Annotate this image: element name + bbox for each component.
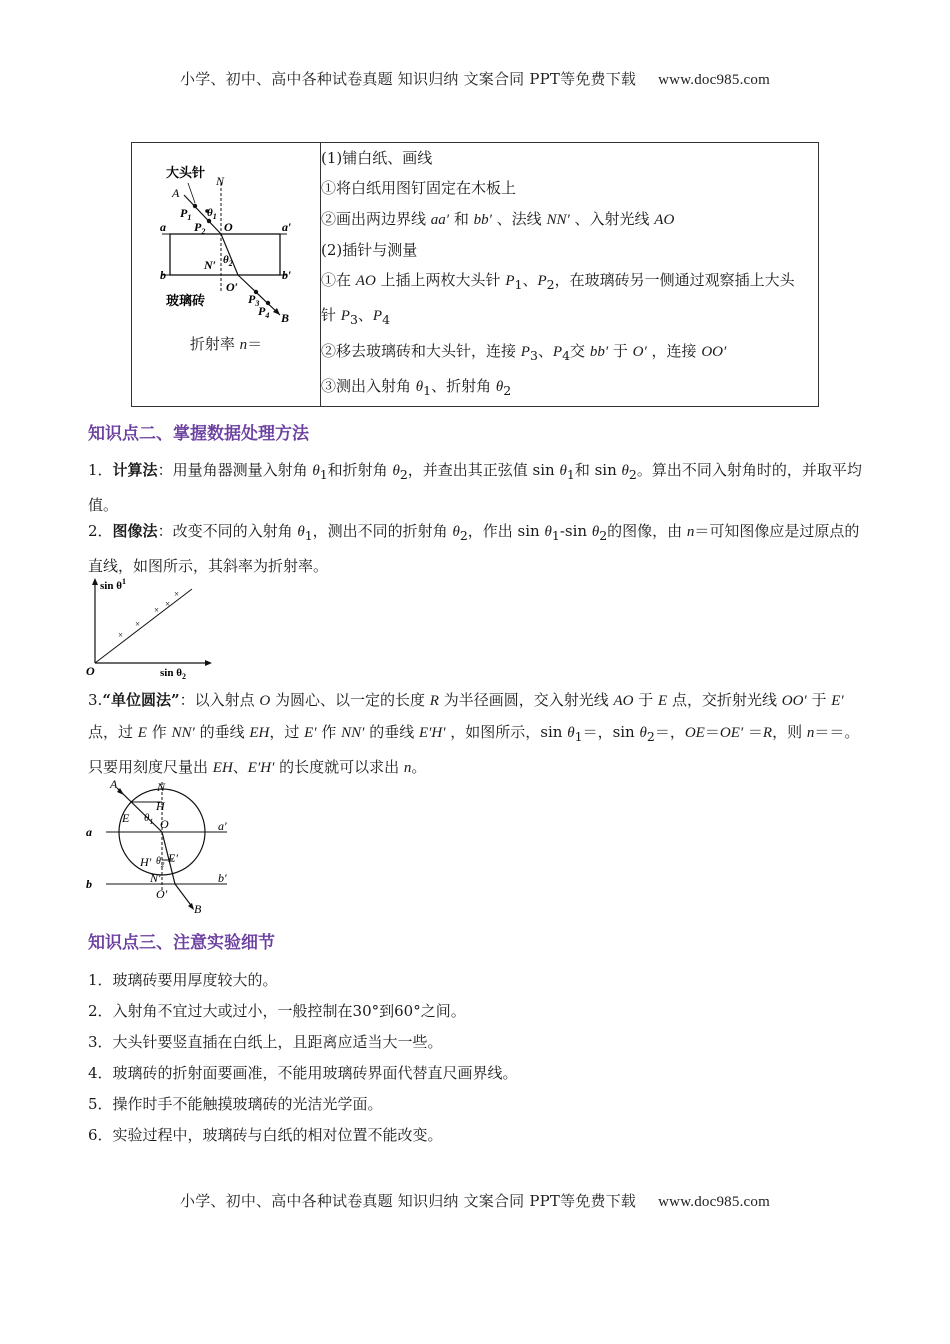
label-p4: $P_4$ [258,304,270,320]
step1-a: ①将白纸用图钉固定在木板上 [321,179,517,198]
pin-p2 [207,219,211,223]
circle-label-b-point: B [194,902,202,916]
graph-y-label: $\sin \theta^1$ [100,577,126,592]
paragraph-calculation: 1．计算法：用量角器测量入射角 $\theta_1$和折射角 $\theta_2$，并查出其正弦值 $\sin \theta_1$和 $\sin \theta_2$。算出不同入射角时的，并取平均值。 [88,461,862,514]
list-item: 6．实验过程中，玻璃砖与白纸的相对位置不能改变。 [88,1126,443,1144]
circle-label-n-prime: N′ [150,871,161,885]
paragraph-graph-method: 2．图像法：改变不同的入射角 $\theta_1$，测出不同的折射角 $\theta_2$，作出 $\sin \theta_1-\sin$ $\theta_2$的图像，由 n＝可知图像应是过原点的直线，如图所示，其斜率为折射率。 [88,522,860,575]
paragraph-unit-circle: 3.“单位圆法”：以入射点 O 为圆心、以一定的长度 R 为半径画圆，交入射光线 AO 于 E 点，交折射光线 OO′ 于 E′ 点，过 E 作 NN′ 的垂线 EH，过 E′ 作 NN′ 的垂线 E′H′ ，如图所示，$\sin \theta_1=$，$\sin \theta_2=$，OE＝OE′ ＝R，则 n＝＝。只要用刻度尺量出 EH、E′H′ 的长度就可以求出 n。 [88,691,860,776]
graph-point: × [118,630,124,640]
procedure-table [131,142,819,407]
graph-origin: O [86,664,95,678]
circle-label-theta1: $\theta_1$ [144,812,154,826]
graph-y-arrow [92,578,98,585]
sin-graph [84,575,214,680]
graph-point: × [135,619,141,629]
label-o: O [224,220,233,234]
circle-label-b-prime: b′ [218,871,227,885]
pin-p4 [266,301,270,305]
graph-x-arrow [205,660,212,666]
label-a: A [172,186,180,200]
graph-point: × [174,589,180,599]
unit-circle-figure [84,778,244,918]
step2-c: ③测出入射角 $\theta_1$、折射角 $\theta_2$ [321,377,512,399]
step2-a: ①在 AO 上插上两枚大头针 $P_1$、$P_2$，在玻璃砖另一侧通过观察插上大头针 $P_3$、$P_4$ [321,271,795,328]
list-item: 1．玻璃砖要用厚度较大的。 [88,971,278,989]
label-b-line: b [160,268,166,282]
details-list [88,965,518,1151]
list-item: 2．入射角不宜过大或过小，一般控制在30°到60°之间。 [88,1002,466,1020]
circle-label-h: H [156,799,165,813]
circle-label-e-prime: E′ [168,851,178,865]
label-n-prime: N′ [204,258,217,272]
label-theta1: $\theta_1$ [207,207,217,221]
label-pin: 大头针 [166,165,206,180]
list-item: 3．大头针要竖直插在白纸上，且距离应适当大一些。 [88,1033,443,1051]
label-a-prime: a′ [282,220,292,234]
graph-point: × [165,599,171,609]
step2-title: (2)插针与测量 [321,240,418,259]
circle-label-a: A [110,778,118,791]
circle-label-b-line: b [86,877,92,891]
circle-label-o: O [160,817,169,831]
steps-cell [321,143,819,407]
graph-x-label: $\sin \theta_2$ [160,667,186,680]
pin-p1 [193,204,197,208]
circle-label-theta2: $\theta_2$ [156,856,165,869]
figure-caption: 折射率 n＝ [189,335,263,353]
list-item: 5．操作时手不能触摸玻璃砖的光洁光学面。 [88,1095,383,1113]
step2-b: ②移去玻璃砖和大头针，连接 $P_3$、$P_4$交 bb′ 于 O′ ，连接 OO′ [321,341,727,363]
label-p3: $P_3$ [248,292,260,308]
banner-site[interactable]: www.doc985.com [658,1194,770,1210]
circle-label-a-line: a [86,825,92,839]
label-b-point: B [281,311,290,323]
figure-cell [132,143,321,407]
graph-fit-line [95,589,192,663]
banner-text: 小学、初中、高中各种试卷真题 知识归纳 文案合同 PPT等免费下载 [180,70,637,88]
label-p2: $P_2$ [194,220,206,236]
circle-label-e: E [122,811,130,825]
section-title-experiment-details: 知识点三、注意实验细节 [88,933,275,953]
circle-label-n: N [157,780,166,794]
header-banner [0,68,950,89]
label-p1: $P_1$ [180,206,192,222]
circle-label-a-prime: a′ [218,819,227,833]
banner-text: 小学、初中、高中各种试卷真题 知识归纳 文案合同 PPT等免费下载 [180,1192,637,1210]
step1-b: ②画出两边界线 aa′ 和 bb′ 、法线 NN′ 、入射光线 AO [321,209,675,228]
circle-label-o-prime: O′ [156,887,168,901]
step1-title: (1)铺白纸、画线 [321,149,433,167]
label-theta2: $\theta_2$ [223,254,233,268]
graph-point: × [154,605,160,615]
footer-banner [0,1190,950,1211]
list-item: 4．玻璃砖的折射面要画准，不能用玻璃砖界面代替直尺画界线。 [88,1064,518,1082]
banner-site[interactable]: www.doc985.com [658,72,770,88]
label-n: N [216,174,225,188]
circle-label-h-prime: H′ [140,855,152,869]
section-title-data-processing: 知识点二、掌握数据处理方法 [88,424,309,444]
refraction-figure [132,143,320,323]
label-a-line: a [160,220,166,234]
label-o-prime: O′ [226,280,239,294]
label-b-prime: b′ [282,268,292,282]
label-glass: 玻璃砖 [166,293,206,308]
